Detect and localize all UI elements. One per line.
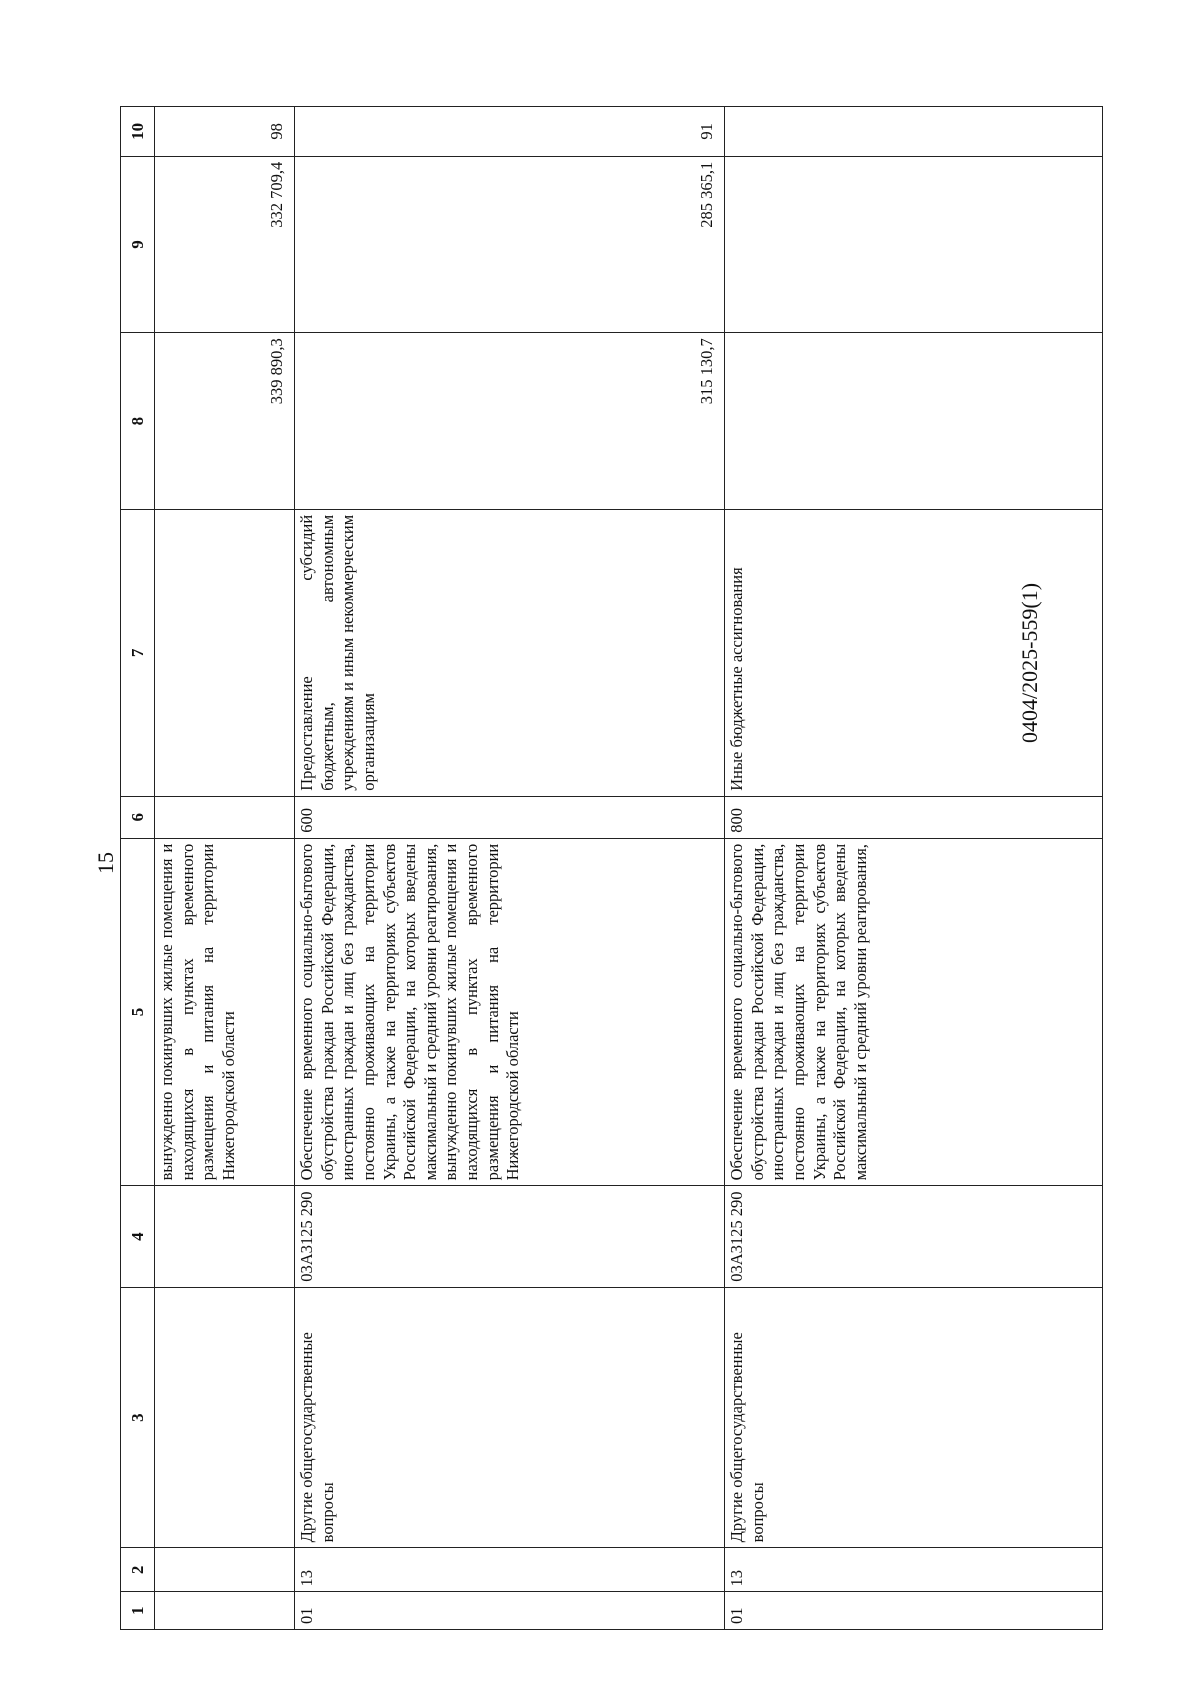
page-number: 15 [93, 852, 118, 874]
section-code: 01 [295, 1592, 725, 1630]
column-header: 4 [121, 1186, 155, 1288]
article-name: Обеспечение временного социально-бытового обустройства граждан Российской Федерации, иностранных граждан и лиц без гражданства, постоянно проживающих на территории Украины, а также на территориях субъектов Российской Федерации, на которых введены максимальный и средний уровни реагирования, вынужденно покинувших жилые помещения и находящихся в пунктах временного размещения и питания на территории Нижегородской области [295, 838, 725, 1186]
planned-amount: 339 890,3 [155, 333, 295, 510]
percent-executed [725, 107, 1103, 157]
table-row [725, 107, 1103, 1630]
column-header: 10 [121, 107, 155, 157]
rotated-table-container [120, 106, 1102, 1630]
budget-table [120, 106, 1103, 1630]
table-row [295, 107, 725, 1630]
actual-amount: 285 365,1 [295, 156, 725, 333]
column-header: 6 [121, 796, 155, 838]
expense-type-name [155, 509, 295, 796]
article-name: вынужденно покинувших жилые помещения и находящихся в пунктах временного размещения и питания на территории Нижегородской области [155, 838, 295, 1186]
column-header: 8 [121, 333, 155, 510]
target-article: 03А3125 290 [295, 1186, 725, 1288]
column-header: 1 [121, 1592, 155, 1630]
table-header-row [121, 107, 155, 1630]
section-code [155, 1592, 295, 1630]
percent-executed: 91 [295, 107, 725, 157]
article-name: Обеспечение временного социально-бытового обустройства граждан Российской Федерации, иностранных граждан и лиц без гражданства, постоянно проживающих на территории Украины, а также на территориях субъектов Российской Федерации, на которых введены максимальный и средний уровни реагирования, [725, 838, 1103, 1186]
column-header: 3 [121, 1287, 155, 1547]
subsection-code: 13 [295, 1548, 725, 1592]
target-article [155, 1186, 295, 1288]
expense-type-name: Иные бюджетные ассигнования [725, 509, 1103, 796]
section-name: Другие общегосударственные вопросы [725, 1287, 1103, 1547]
document-code: 0404/2025-559(1) [1017, 582, 1043, 744]
subsection-code: 13 [725, 1548, 1103, 1592]
planned-amount [725, 333, 1103, 510]
expense-type: 800 [725, 796, 1103, 838]
table-row [155, 107, 295, 1630]
section-name [155, 1287, 295, 1547]
subsection-code [155, 1548, 295, 1592]
target-article: 03А3125 290 [725, 1186, 1103, 1288]
column-header: 2 [121, 1548, 155, 1592]
column-header: 9 [121, 156, 155, 333]
expense-type: 600 [295, 796, 725, 838]
section-name: Другие общегосударственные вопросы [295, 1287, 725, 1547]
column-header: 7 [121, 509, 155, 796]
percent-executed: 98 [155, 107, 295, 157]
section-code: 01 [725, 1592, 1103, 1630]
expense-type-name: Предоставление субсидий бюджетным, автономным учреждениям и иным некоммерческим организациям [295, 509, 725, 796]
actual-amount: 332 709,4 [155, 156, 295, 333]
column-header: 5 [121, 838, 155, 1186]
expense-type [155, 796, 295, 838]
planned-amount: 315 130,7 [295, 333, 725, 510]
actual-amount [725, 156, 1103, 333]
